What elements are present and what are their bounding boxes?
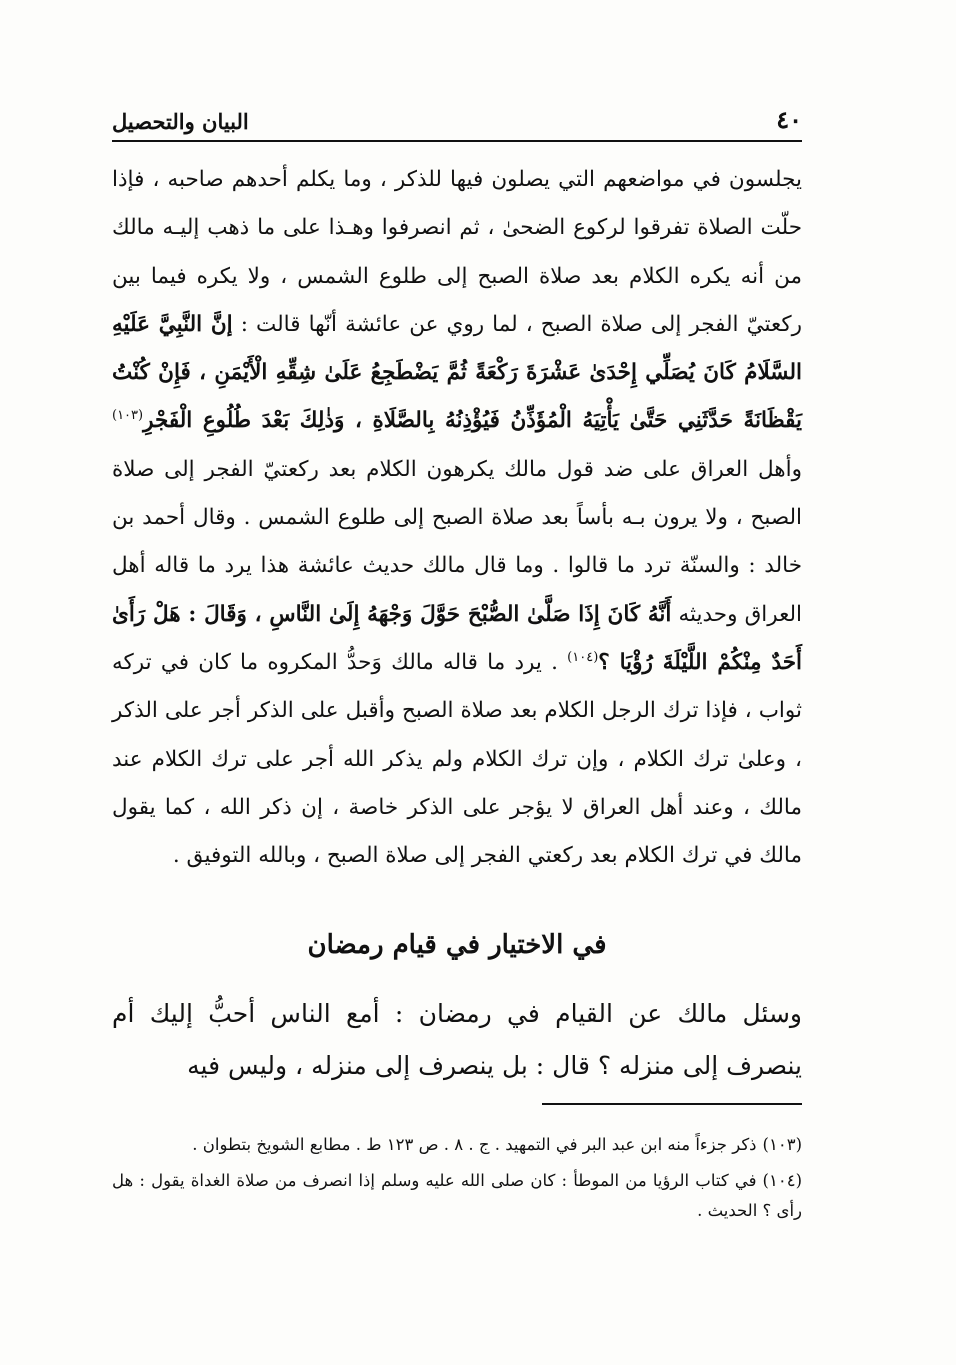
text-part-1: يجلسون في مواضعهم التي يصلون فيها للذكر ، وما يكلم أحدهم صاحبه ، فإذا حلّت الصلاة تفرقوا لركوع الضحىٰ ، ثم انصرفوا وهـذا على ما ذهب إليـه مالك من أنه يكره الكلام بعد صلاة الصبح إلى طلوع الشمس ، ولا يكره فيما بين ركعتيّ الفجر إلى صلاة الصبح ، لما روي عن عائشة أنّها قالت : (112, 167, 802, 337)
text-part-3: . يرد ما قاله مالك وَحدُّ المكروه ما كان في تركه ثواب ، فإذا ترك الرجل الكلام بعد صلاة الصبح وأقبل على الذكر أجر على الذكر ، وعلىٰ ترك الكلام ، وإن ترك الكلام ولم يذكر الله أجر على ترك الكلام عند مالك ، وعند أهل العراق لا يؤجر على الذكر خاصة ، إن ذكر الله ، كما يقول مالك في ترك الكلام بعد ركعتي الفجر إلى صلاة الصبح ، وبالله التوفيق . (112, 649, 802, 869)
footnote-text: في كتاب الرؤيا من الموطأ : كان صلى الله عليه وسلم إذا انصرف من صلاة الغداة يقول : هل رأى ؟ الحديث . (112, 1171, 802, 1220)
footnote-number: (١٠٤) (762, 1171, 802, 1190)
footnotes (112, 1130, 802, 1232)
footnote-104 (112, 1166, 802, 1226)
footnote-ref-104[interactable]: (١٠٤) (567, 649, 599, 665)
page-number: ٤٠ (776, 105, 802, 134)
page-header (112, 96, 802, 134)
hadith-quote-1: إنَّ النَّبِيَّ عَلَيْهِ السَّلَامُ كَانَ يُصَلِّي إِحْدَىٰ عَشْرَةَ رَكْعَةً ثُمَّ يَضْطَجِعُ عَلَىٰ شِقِّهِ الْأَيْمَنِ ، فَإِنْ كُنْتُ يَقْظَانَةً حَدَّثَنِي حَتَّىٰ يَأْتِيَهُ الْمُؤَذِّنُ فَيُؤْذِنُهُ بِالصَّلَاةِ ، وَذٰلِكَ بَعْدَ طُلُوعِ الْفَجْرِ (112, 311, 802, 434)
main-text (112, 156, 802, 880)
footnote-ref-103[interactable]: (١٠٣) (112, 408, 144, 424)
hadith-quote-2: أَنَّهُ كَانَ إِذَا صَلَّىٰ الصُّبْحَ حَوَّلَ وَجْهَهُ إِلَىٰ النَّاسِ ، وَقَالَ : هَلْ رَأَىٰ أَحَدٌ مِنْكُمْ اللَّيْلَةَ رُؤْيَا ؟ (112, 601, 802, 675)
section-heading: في الاختيار في قيام رمضان (307, 930, 607, 960)
footnote-103 (112, 1130, 802, 1160)
text-part-2: وأهل العراق على ضد قول مالك يكرهون الكلام بعد ركعتيّ الفجر إلى صلاة الصبح ، ولا يرون بـه بأساً بعد صلاة الصبح إلى طلوع الشمس . وقال أحمد بن خالد : والسنّة ترد ما قالوا . وما قال مالك حديث عائشة هذا يرد ما قاله أهل العراق وحديثه (112, 456, 802, 627)
main-paragraph (112, 156, 802, 880)
footnote-text: ذكر جزءاً منه ابن عبد البر في التمهيد . ج . ٨ . ص ١٢٣ ط . مطابع الشويخ بتطوان . (192, 1135, 757, 1154)
footnote-number: (١٠٣) (762, 1135, 802, 1154)
footnote-rule (542, 1103, 802, 1105)
header-rule (112, 140, 802, 142)
question-text: وسئل مالك عن القيام في رمضان : أمع الناس أحبُّ إليك أم ينصرف إلى منزله ؟ قال : بل ينصرف إلى منزله ، وليس فيه (112, 999, 802, 1080)
question-paragraph (112, 988, 802, 1092)
running-title: البيان والتحصيل (112, 109, 249, 134)
